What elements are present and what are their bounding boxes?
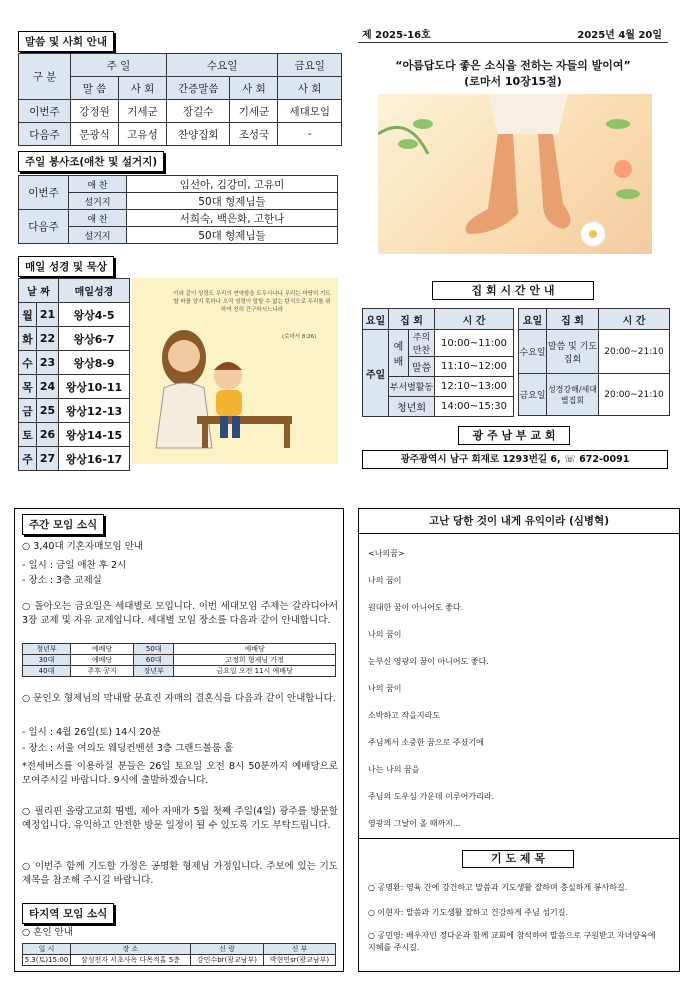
bulletin-header: [358, 23, 668, 43]
sermon-title: 말씀 및 사회 안내: [18, 31, 114, 52]
poem-body: <나의꿈> 나의 꿈이 원대한 꿈이 아니어도 좋다. 나의 꿈이 눈부신 영광의 꿈이 아니어도 좋다. 나의 꿈이 소박하고 작을지라도 주님께서 소중한 꿈으로 주셨기에 나는 나의 꿈을 주님의 도우심 가운데 이루어가리라. 영광의 그날이 올 때까지...: [368, 549, 495, 828]
bible-title: 매일 성경 및 묵상: [18, 256, 114, 277]
news-1: ○ 3,40대 기혼자매모임 안내: [22, 541, 144, 552]
generation-table: 청년부 예배당 50대 예배당 30대 예배당 60대 고정희 형제님 가정 40대 주후 공지 장년부 금요일 오전 11시 예배당: [22, 643, 336, 677]
wedding-table: 일 시 장 소 신 랑 신 부 5.3(토)15:00 삼성전자 서초사옥 다목적홀 5층 강민수br(광교남부) 박현민sr(광교남부): [22, 943, 336, 966]
theme-verse: “아름답도다 좋은 소식을 전하는 자들의 발이여”: [395, 59, 631, 72]
meeting-title: 집 회 시 간 안 내: [432, 281, 594, 300]
feet-icon: [378, 94, 652, 254]
poem-title: 고난 당한 것이 내게 유익이라 (심병혁): [358, 508, 680, 534]
other-region-title: 타지역 모임 소식: [22, 903, 114, 924]
service-title: 주일 봉사조(애찬 및 설거지): [18, 151, 164, 172]
prayer-title: 기 도 제 목: [462, 850, 574, 868]
service-table: 이번주 애 찬 임선아, 김강미, 고유미 설거지 50대 형제님들 다음주 애 찬 서희숙, 백은화, 고한나 설거지 50대 형제님들: [18, 175, 338, 244]
theme-verse-ref: (로마서 10장15절): [464, 75, 562, 88]
church-address: 광주광역시 남구 회재로 1293번길 6, ☏ 672-0091: [362, 450, 668, 469]
news-4: ○ 필리핀 올랑고교회 띰벨, 제아 자매가 5월 첫째 주일(4일) 광주를 방문할 예정입니다. 유익하고 안전한 방문 일정이 될 수 있도록 기도 부탁드립니다.: [22, 806, 338, 831]
prayer-divider: [358, 838, 680, 839]
news-5: ○ 이번주 함께 기도할 가정은 공명환 형제님 가정입니다. 주보에 있는 기도제목을 참조해 주시길 바랍니다.: [22, 861, 338, 886]
meditation-caption-ref: (로마서 8:26): [282, 334, 317, 340]
meditation-caption: 이와 같이 성령도 우리의 연약함을 도우시나니 우리는 마땅히 기도할 바를 알지 못하나 오직 성령이 말할 수 없는 탄식으로 우리를 위하여 친히 간구하시느니라: [173, 291, 331, 313]
church-name: 광 주 남 부 교 회: [458, 426, 570, 445]
bible-table: 날 짜 매일성경 월 21 왕상4-5 화 22 왕상6-7 수 23 왕상8-9 목 24 왕상10-11 금 25 왕상12-13 토 26 왕상14-15 주 27 왕상16-17: [18, 278, 130, 471]
wedding-sub: ○ 혼인 안내: [22, 927, 74, 938]
meeting-sunday-table: 요일 집 회 시 간 주일 예배 주의만찬 10:00~11:00 말씀 11:10~12:00 부서별활동 12:10~13:00 청년회 14:00~15:30: [362, 308, 514, 417]
prayer-item-1: ○ 공명환: 영육 간에 강건하고 말씀과 기도생활 잘하며 충실하게 봉사하길.: [368, 883, 628, 892]
news-3: ○ 문인오 형제님의 막내딸 문효진 자매의 결혼식을 다음과 같이 안내합니다.: [22, 693, 336, 704]
issue-number: 제 2025-16호: [362, 30, 431, 41]
news-2: ○ 돌아오는 금요일은 세대별로 모입니다. 이번 세대모임 주제는 갈라디아서 3장 교제 및 자유 교제입니다. 세대별 모임 장소를 다음과 같이 안내합니다.: [22, 601, 338, 626]
sermon-table: 구 분 주 일 수요일 금요일 말 씀 사 회 간증말씀 사 회 사 회 이번주 강정원 기세군 장길수 기세군 세대모임 다음주 문광식 고유성 찬양집회 조성국 -: [18, 53, 342, 146]
meeting-weekday-table: 요일 집 회 시 간 수요일 말씀 및 기도집회 20:00~21:10 금요일 성경강해/세대별집회 20:00~21:10: [518, 308, 670, 416]
jesus-child-icon: [142, 318, 292, 458]
col-gubun: 구 분: [19, 54, 71, 100]
weekly-title: 주간 모임 소식: [22, 514, 104, 535]
prayer-item-2: ○ 이현자: 말씀과 기도생활 잘하고 건강하게 주님 섬기길.: [368, 908, 569, 917]
bulletin-date: 2025년 4월 20일: [577, 30, 662, 41]
prayer-item-3: ○ 공민영: 배우자인 정다운과 함께 교회에 참석하여 말씀으로 구원받고 자녀양육에 지혜를 주시길.: [368, 931, 656, 952]
meditation-illustration: [132, 278, 338, 464]
feet-illustration: [378, 94, 652, 254]
